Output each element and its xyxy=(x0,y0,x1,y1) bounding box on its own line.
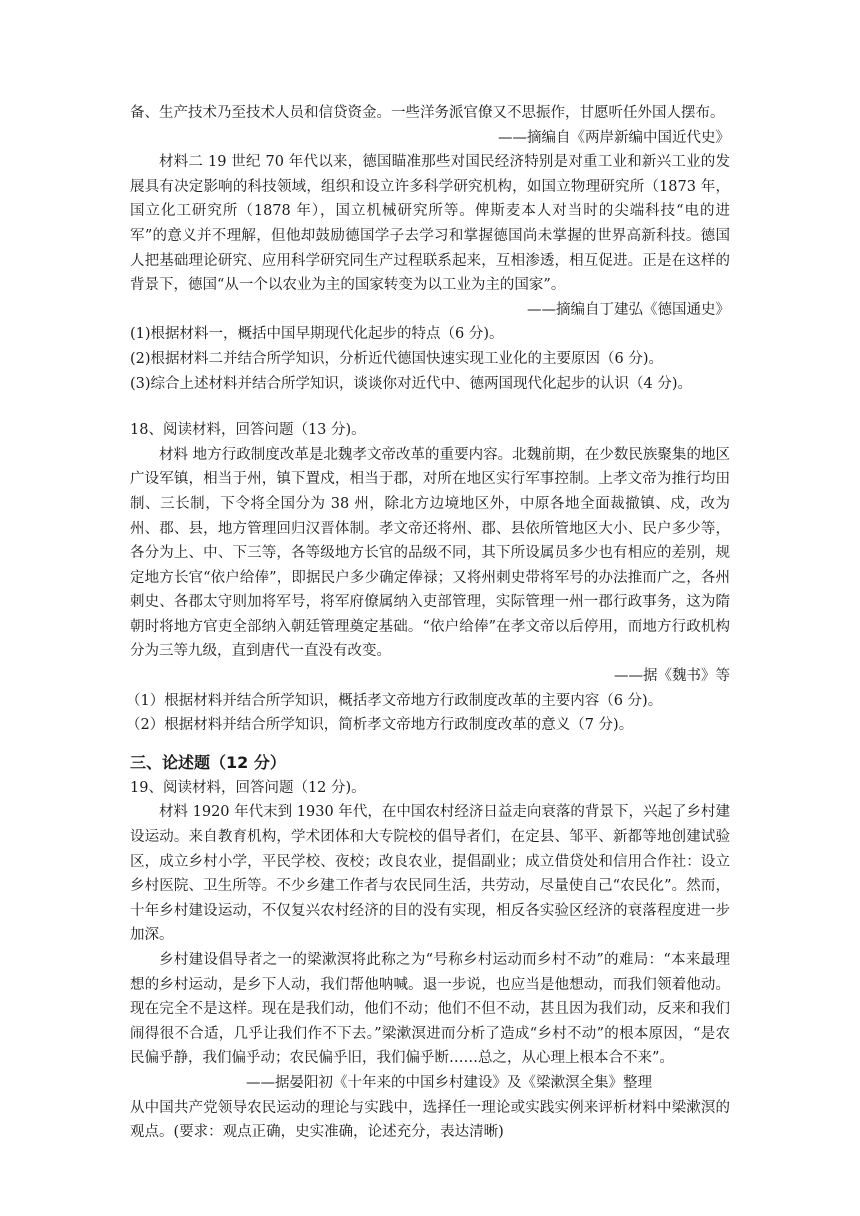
q17-subquestion-2: (2)根据材料二并结合所学知识，分析近代德国快速实现工业化的主要原因（6 分)。 xyxy=(130,350,664,367)
q17-subquestion-1: (1)根据材料一，概括中国早期现代化起步的特点（6 分)。 xyxy=(130,326,504,343)
section-3-title: 三、论述题（12 分） xyxy=(130,752,286,772)
material2-source: ——摘编自丁建弘《德国通史》 xyxy=(527,301,730,318)
q19-task: 从中国共产党领导农民运动的理论与实践中，选择任一理论或实践实例来评析材料中梁漱溟的观点。(要求：观点正确，史实准确，论述充分，表达清晰) xyxy=(130,1099,730,1141)
spacer xyxy=(130,396,730,418)
q19-material-paragraph-2: 乡村建设倡导者之一的梁漱溟将此称之为“号称乡村运动而乡村不动”的难局：“本来最理想的乡村运动，是乡下人动，我们帮他呐喊。退一步说，也应当是他想动，而我们领着他动。现在完全不是这样。现在是我们动，他们不动；他们不但不动，甚且因为我们动，反来和我们闹得很不合适，几乎让我们作不下去。”梁漱溟进而分析了造成“乡村不动”的根本原因，“是农民偏乎静，我们偏乎动；农民偏乎旧，我们偏乎断……总之，从心理上根本合不来”。 xyxy=(130,952,730,1067)
material1-source: ——摘编自《两岸新编中国近代史》 xyxy=(498,129,730,146)
q18-source: ——据《魏书》等 xyxy=(614,668,730,685)
q18-subquestion-1: （1）根据材料并结合所学知识，概括孝文帝地方行政制度改革的主要内容（6 分)。 xyxy=(126,692,663,709)
material1-tail: 备、生产技术乃至技术人员和信贷资金。一些洋务派官僚又不思振作，甘愿听任外国人摆布。 xyxy=(130,105,725,121)
q18-title: 18、阅读材料，回答问题（13 分)。 xyxy=(130,422,366,439)
q19-source: ——据晏阳初《十年来的中国乡村建设》及《梁漱溟全集》整理 xyxy=(246,1074,652,1091)
q18-subquestion-2: （2）根据材料并结合所学知识，简析孝文帝地方行政制度改革的意义（7 分)。 xyxy=(126,717,634,734)
q17-subquestion-3: (3)综合上述材料并结合所学知识，谈谈你对近代中、德两国现代化起步的认识（4 分)。 xyxy=(130,375,693,392)
page-content xyxy=(126,101,730,1145)
q19-material-paragraph-1: 材料 1920 年代末到 1930 年代，在中国农村经济日益走向衰落的背景下，兴起了乡村建设运动。来自教育机构，学术团体和大专院校的倡导者们，在定县、邹平、新都等地创建试验区，成立乡村小学，平民学校、夜校；改良农业，提倡副业；成立借贷处和信用合作社：设立乡村医院、卫生所等。不少乡建工作者与农民同生活，共劳动，尽量使自己“农民化”。然而，十年乡村建设运动，不仅复兴农村经济的目的没有实现，相反各实验区经济的衰落程度进一步加深。 xyxy=(130,804,730,944)
q18-material: 材料 地方行政制度改革是北魏孝文帝改革的重要内容。北魏前期，在少数民族聚集的地区广设军镇，相当于州，镇下置戍，相当于郡，对所在地区实行军事控制。上孝文帝为推行均田制、三长制，下令将全国分为 38 州，除北方边境地区外，中原各地全面裁撤镇、戍，改为州、郡、县，地方管理回归汉晋体制。孝文帝还将州、郡、县依所管地区大小、民户多少等，各分为上、中、下三等，各等级地方长官的品级不同，其下所设属员多少也有相应的差别，规定地方长官“依户给俸”，即据民户多少确定俸禄；又将州刺史带将军号的办法推而广之，各州刺史、各郡太守则加将军号，将军府僚属纳入吏部管理，实际管理一州一郡行政事务，这为隋朝时将地方官吏全部纳入朝廷管理奠定基础。“依户给俸”在孝文帝以后停用，而地方行政机构分为三等九级，直到唐代一直没有改变。 xyxy=(130,446,730,660)
material2-paragraph: 材料二 19 世纪 70 年代以来，德国瞄准那些对国民经济特别是对重工业和新兴工业的发展具有决定影响的科技领域，组织和设立许多科学研究机构，如国立物理研究所（1873 年，国立化工研究所（1878 年），国立机械研究所等。俾斯麦本人对当时的尖端科技“电的进军”的意义并不理解，但他却鼓励德国学子去学习和掌握德国尚未掌握的世界高新科技。德国人把基础理论研究、应用科学研究同生产过程联系起来，互相渗透，相互促进。正是在这样的背景下，德国“从一个以农业为主的国家转变为以工业为主的国家”。 xyxy=(130,154,730,294)
q19-title: 19、阅读材料，回答问题（12 分)。 xyxy=(130,779,366,796)
